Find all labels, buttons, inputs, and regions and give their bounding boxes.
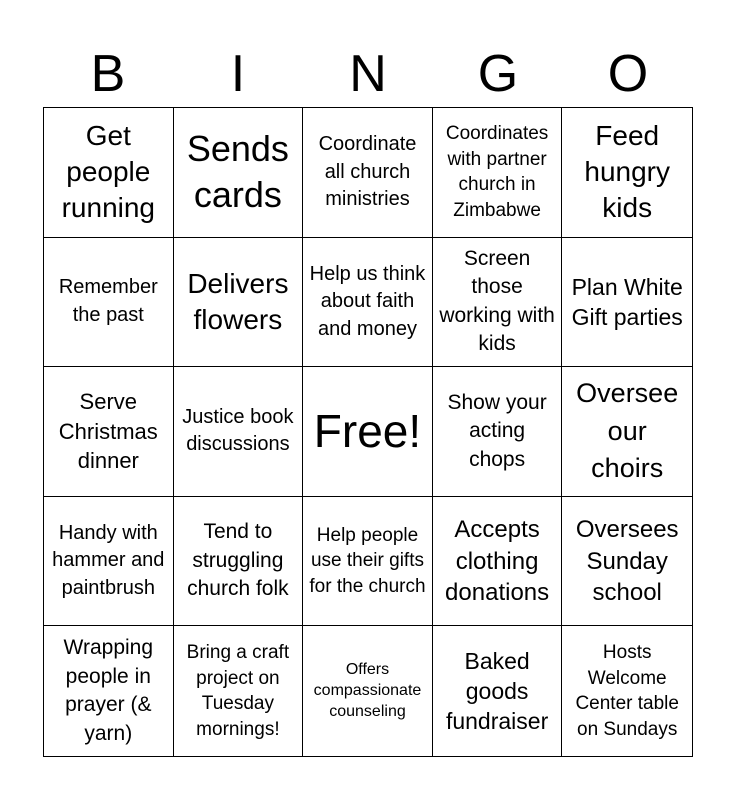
cell-text: Plan White Gift parties: [571, 273, 683, 330]
bingo-cell[interactable]: [562, 238, 692, 368]
bingo-cell[interactable]: [562, 367, 692, 497]
bingo-cell[interactable]: [174, 238, 304, 368]
bingo-cell[interactable]: [174, 497, 304, 627]
cell-text: Remember the past: [58, 276, 158, 326]
bingo-header: [43, 40, 693, 108]
cell-text: Show your acting chops: [447, 390, 547, 471]
bingo-cell[interactable]: [303, 238, 433, 368]
cell-text: Handy with hammer and paintbrush: [52, 521, 165, 599]
bingo-cell[interactable]: [562, 108, 692, 238]
cell-text: Free!: [313, 404, 422, 457]
header-letter-i: I: [230, 45, 246, 103]
bingo-cell[interactable]: [303, 108, 433, 238]
cell-text: Baked goods fundraiser: [445, 647, 549, 735]
cell-text: Offers compassionate counseling: [313, 661, 422, 720]
bingo-cell[interactable]: [44, 626, 174, 756]
bingo-cell[interactable]: [562, 497, 692, 627]
cell-text: Accepts clothing donations: [445, 516, 550, 606]
cell-text: Oversee our choirs: [576, 377, 679, 484]
free-space[interactable]: [303, 367, 433, 497]
cell-text: Justice book discussions: [182, 405, 294, 456]
bingo-cell[interactable]: [44, 367, 174, 497]
bingo-cell[interactable]: [433, 238, 563, 368]
bingo-cell[interactable]: [44, 497, 174, 627]
cell-text: Oversees Sunday school: [575, 516, 679, 606]
cell-text: Help people use their gifts for the church: [309, 524, 426, 597]
header-letter-n: N: [349, 45, 387, 103]
header-letter-o: O: [607, 45, 649, 103]
cell-text: Get people running: [61, 119, 155, 224]
bingo-board: [43, 107, 693, 757]
bingo-cell[interactable]: [562, 626, 692, 756]
cell-text: Feed hungry kids: [584, 119, 670, 224]
bingo-cell[interactable]: [433, 497, 563, 627]
bingo-cell[interactable]: [174, 626, 304, 756]
cell-text: Hosts Welcome Center table on Sundays: [575, 641, 679, 740]
bingo-cell[interactable]: [44, 108, 174, 238]
header-letter-g: G: [477, 45, 519, 103]
cell-text: Sends cards: [186, 127, 289, 216]
cell-text: Coordinate all church ministries: [318, 132, 417, 211]
bingo-cell[interactable]: [433, 626, 563, 756]
cell-text: Delivers flowers: [187, 267, 289, 335]
cell-text: Wrapping people in prayer (& yarn): [63, 636, 154, 745]
bingo-cell[interactable]: [433, 367, 563, 497]
cell-text: Serve Christmas dinner: [58, 388, 158, 474]
bingo-cell[interactable]: [174, 108, 304, 238]
cell-text: Tend to struggling church folk: [187, 520, 289, 601]
bingo-cell[interactable]: [303, 497, 433, 627]
bingo-cell[interactable]: [433, 108, 563, 238]
cell-text: Coordinates with partner church in Zimbabwe: [445, 123, 549, 221]
bingo-cell[interactable]: [303, 626, 433, 756]
bingo-cell[interactable]: [174, 367, 304, 497]
cell-text: Help us think about faith and money: [309, 262, 426, 340]
header-letter-b: B: [90, 45, 126, 103]
bingo-cell[interactable]: [44, 238, 174, 368]
cell-text: Bring a craft project on Tuesday mornings!: [186, 641, 290, 740]
cell-text: Screen those working with kids: [439, 246, 555, 356]
